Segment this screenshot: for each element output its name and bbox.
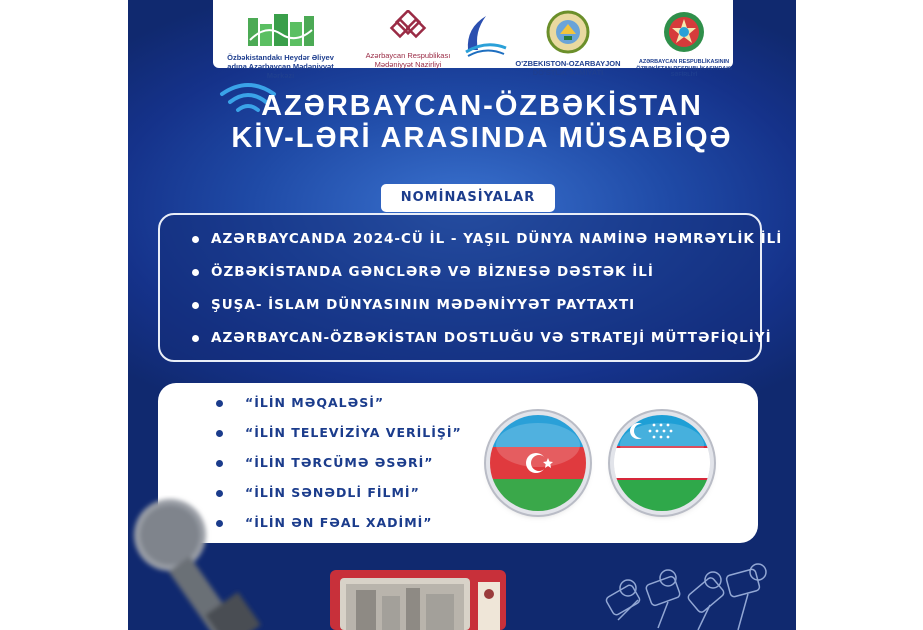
friendship-society-logo [513, 10, 623, 77]
microphone-icon [128, 495, 268, 630]
bullet [192, 236, 199, 243]
category-item: “İLİN TELEVİZİYA VERİLİŞİ” [216, 425, 462, 440]
friendship-society-label: O'ZBEKISTON-OZARBAYJON DO'STLIK JAMIYATI [515, 59, 621, 77]
uzbek-emblem-icon [546, 10, 590, 54]
bullet [192, 269, 199, 276]
category-item: “İLİN MƏQALƏSİ” [216, 395, 384, 410]
bullet [216, 430, 223, 437]
title-line-2: KİV-LƏRİ ARASINDA MÜSABİQƏ [231, 122, 733, 154]
tv-icon [328, 570, 508, 630]
bullet [216, 460, 223, 467]
ministry-logo [358, 10, 458, 69]
bullet [192, 335, 199, 342]
sketch-microphones-icon [598, 550, 796, 630]
embassy-logo [628, 10, 740, 79]
nominations-box [158, 213, 783, 362]
heydar-center-logo [218, 10, 343, 80]
knot-icon [388, 10, 428, 46]
uzbekistan-flag-icon [614, 415, 710, 511]
building-icon [246, 10, 316, 48]
azerbaijan-emblem-icon [662, 10, 706, 54]
category-item: “İLİN SƏNƏDLİ FİLMİ” [216, 485, 420, 500]
nominations-heading: NOMİNASİYALAR [381, 184, 555, 212]
nomination-item: AZƏRBAYCAN-ÖZBƏKİSTAN DOSTLUĞU VƏ STRATEJİ MÜTTƏFİQLİYİ [192, 330, 772, 346]
embassy-label: AZƏRBAYCAN RESPUBLİKASININ ÖZBƏKİSTAN RESPUBLİKASINDAKI SƏFİRLİYİ [636, 59, 732, 78]
bullet [192, 302, 199, 309]
nomination-item: AZƏRBAYCANDA 2024-CÜ İL - YAŞIL DÜNYA NAMİNƏ HƏMRƏYLİK İLİ [192, 231, 782, 247]
wave-logo [460, 10, 510, 63]
page-title [128, 90, 796, 154]
title-line-1: AZƏRBAYCAN-ÖZBƏKİSTAN [261, 90, 703, 122]
azerbaijan-flag-icon [490, 415, 586, 511]
category-item: “İLİN ƏN FƏAL XADİMİ” [216, 515, 433, 530]
poster [128, 0, 796, 630]
wave-icon [462, 10, 508, 58]
heydar-center-label: Özbəkistandakı Heydər Əliyev adına Azərbaycan Mədəniyyət Mərkəzi [227, 53, 334, 80]
nomination-item: ŞUŞA- İSLAM DÜNYASININ MƏDƏNİYYƏT PAYTAXTI [192, 297, 635, 313]
bullet [216, 400, 223, 407]
ministry-label: Azərbaycan Respublikası Mədəniyyət Nazirliyi [365, 51, 451, 69]
nomination-item: ÖZBƏKİSTANDA GƏNCLƏRƏ VƏ BİZNESƏ DƏSTƏK İLİ [192, 264, 654, 280]
category-item: “İLİN TƏRCÜMƏ ƏSƏRİ” [216, 455, 434, 470]
